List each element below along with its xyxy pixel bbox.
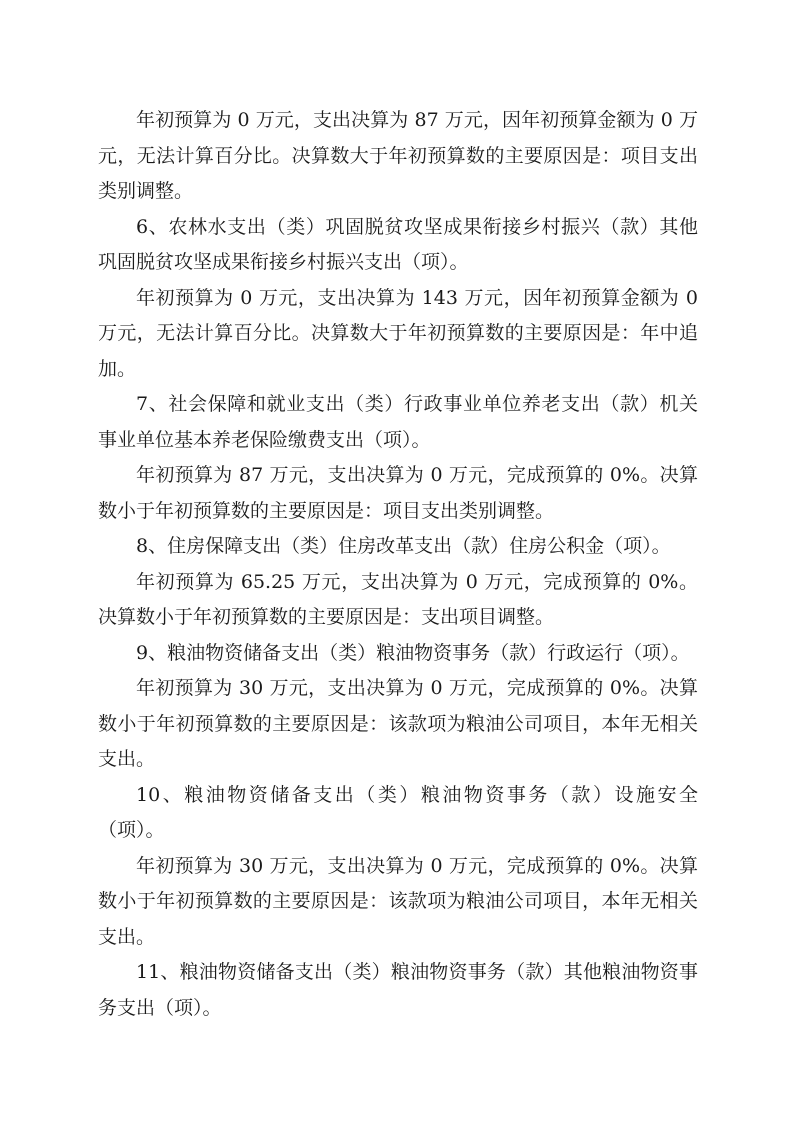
paragraph-item-8-heading: 8、住房保障支出（类）住房改革支出（款）住房公积金（项）。 bbox=[136, 535, 671, 557]
paragraph-budget-note-8: 年初预算为 65.25 万元，支出决算为 0 万元，完成预算的 0%。决算数小于年初预算数的主要原因是：支出项目调整。 bbox=[98, 570, 698, 628]
paragraph-item-7-heading: 7、社会保障和就业支出（类）行政事业单位养老支出（款）机关事业单位基本养老保险缴费支出（项）。 bbox=[98, 393, 698, 451]
paragraph-budget-note-5: 年初预算为 0 万元，支出决算为 87 万元，因年初预算金额为 0 万元，无法计算百分比。决算数大于年初预算数的主要原因是：项目支出类别调整。 bbox=[98, 109, 698, 202]
paragraph-item-10-heading: 10、粮油物资储备支出（类）粮油物资事务（款）设施安全（项）。 bbox=[98, 783, 698, 841]
document-body bbox=[98, 103, 698, 1026]
paragraph-budget-note-9: 年初预算为 30 万元，支出决算为 0 万元，完成预算的 0%。决算数小于年初预算数的主要原因是：该款项为粮油公司项目，本年无相关支出。 bbox=[98, 677, 698, 770]
paragraph-item-11-heading: 11、粮油物资储备支出（类）粮油物资事务（款）其他粮油物资事务支出（项）。 bbox=[98, 961, 698, 1019]
paragraph-budget-note-10: 年初预算为 30 万元，支出决算为 0 万元，完成预算的 0%。决算数小于年初预算数的主要原因是：该款项为粮油公司项目，本年无相关支出。 bbox=[98, 854, 698, 948]
paragraph-budget-note-7: 年初预算为 87 万元，支出决算为 0 万元，完成预算的 0%。决算数小于年初预算数的主要原因是：项目支出类别调整。 bbox=[98, 464, 698, 522]
paragraph-item-9-heading: 9、粮油物资储备支出（类）粮油物资事务（款）行政运行（项）。 bbox=[136, 641, 690, 664]
paragraph-item-6-heading: 6、农林水支出（类）巩固脱贫攻坚成果衔接乡村振兴（款）其他巩固脱贫攻坚成果衔接乡村振兴支出（项）。 bbox=[98, 215, 698, 273]
paragraph-budget-note-6: 年初预算为 0 万元，支出决算为 143 万元，因年初预算金额为 0 万元，无法计算百分比。决算数大于年初预算数的主要原因是：年中追加。 bbox=[98, 286, 698, 380]
